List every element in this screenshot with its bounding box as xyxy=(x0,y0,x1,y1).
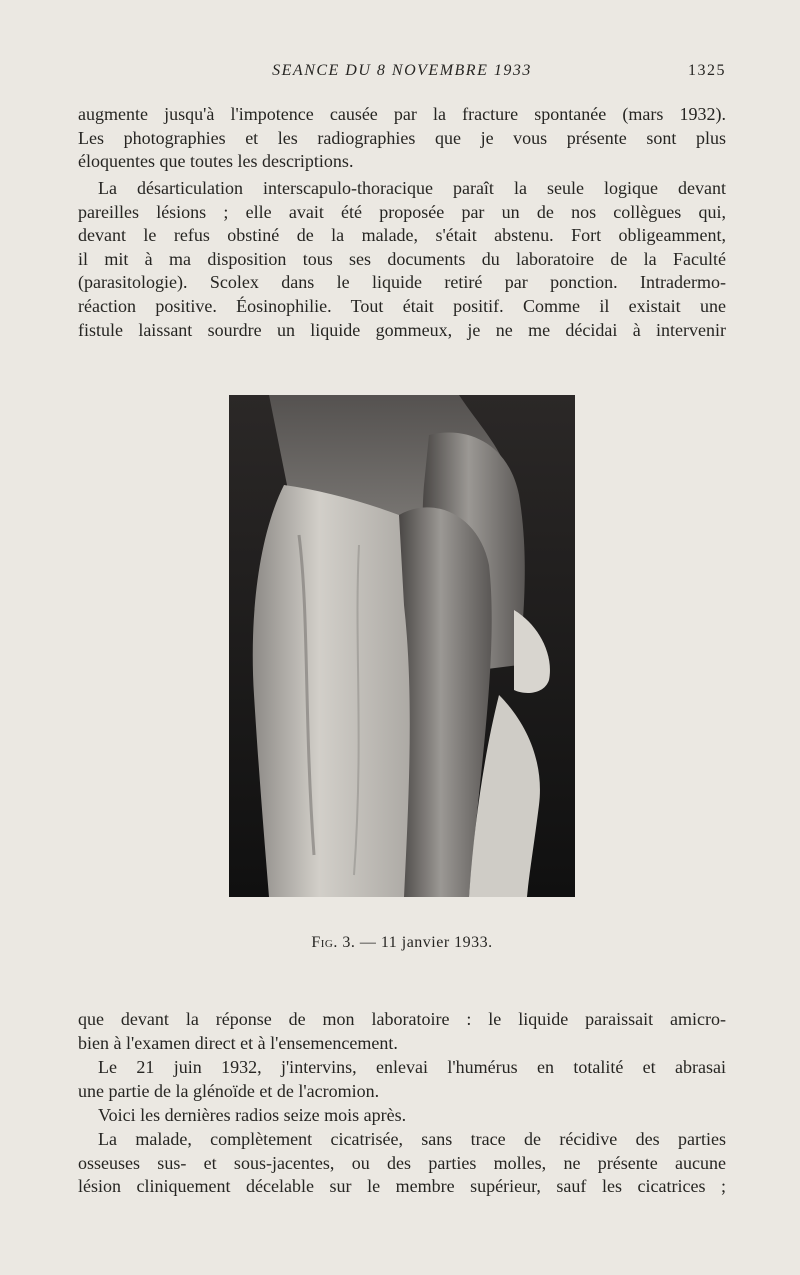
text-line: Le 21 juin 1932, j'intervins, enlevai l'humérus en totalité et abrasai xyxy=(98,1057,726,1077)
clinical-photograph xyxy=(229,395,575,897)
text-line: (parasitologie). Scolex dans le liquide retiré par ponction. Intradermo- xyxy=(78,272,726,293)
text-line: La malade, complètement cicatrisée, sans trace de récidive des parties xyxy=(98,1129,726,1149)
text-line: augmente jusqu'à l'impotence causée par la fracture spontanée (mars 1932). xyxy=(78,104,726,124)
paragraph xyxy=(78,103,726,174)
paragraph xyxy=(78,1104,726,1128)
text-line: il mit à ma disposition tous ses documents du laboratoire de la Faculté xyxy=(78,248,726,269)
figure-label: Fig. 3. xyxy=(311,934,356,951)
text-line: lésion cliniquement décelable sur le membre supérieur, sauf les cicatrices ; xyxy=(78,1176,726,1197)
running-title: SEANCE DU 8 NOVEMBRE 1933 xyxy=(272,62,532,79)
text-line: fistule laissant sourdre un liquide gommeux, je ne me décidai à intervenir xyxy=(78,319,726,340)
text-line: une partie de la glénoïde et de l'acromion. xyxy=(78,1080,380,1101)
text-line: osseuses sus- et sous-jacentes, ou des parties molles, ne présente aucune xyxy=(78,1152,726,1173)
figure-caption xyxy=(78,934,726,952)
text-line: réaction positive. Éosinophilie. Tout était positif. Comme il existait une xyxy=(78,295,726,316)
paragraph xyxy=(78,1128,726,1199)
text-line: devant le refus obstiné de la malade, s'était abstenu. Fort obligeamment, xyxy=(78,225,726,246)
text-line: que devant la réponse de mon laboratoire : le liquide paraissait amicro- xyxy=(78,1009,726,1029)
paragraph xyxy=(78,177,726,342)
patient-photo-illustration xyxy=(229,395,575,897)
page-number: 1325 xyxy=(688,62,726,79)
text-line: Voici les dernières radios seize mois après. xyxy=(98,1105,407,1125)
text-line: Les photographies et les radiographies que je vous présente sont plus xyxy=(78,127,726,148)
text-line: pareilles lésions ; elle avait été proposée par un de nos collègues qui, xyxy=(78,201,726,222)
paragraph xyxy=(78,1056,726,1103)
running-header xyxy=(78,62,726,86)
text-line: bien à l'examen direct et à l'ensemencement. xyxy=(78,1032,398,1053)
figure-date: — 11 janvier 1933. xyxy=(359,934,493,951)
text-line: éloquentes que toutes les descriptions. xyxy=(78,151,354,172)
text-line: La désarticulation interscapulo-thoracique paraît la seule logique devant xyxy=(98,178,726,198)
paragraph xyxy=(78,1008,726,1055)
